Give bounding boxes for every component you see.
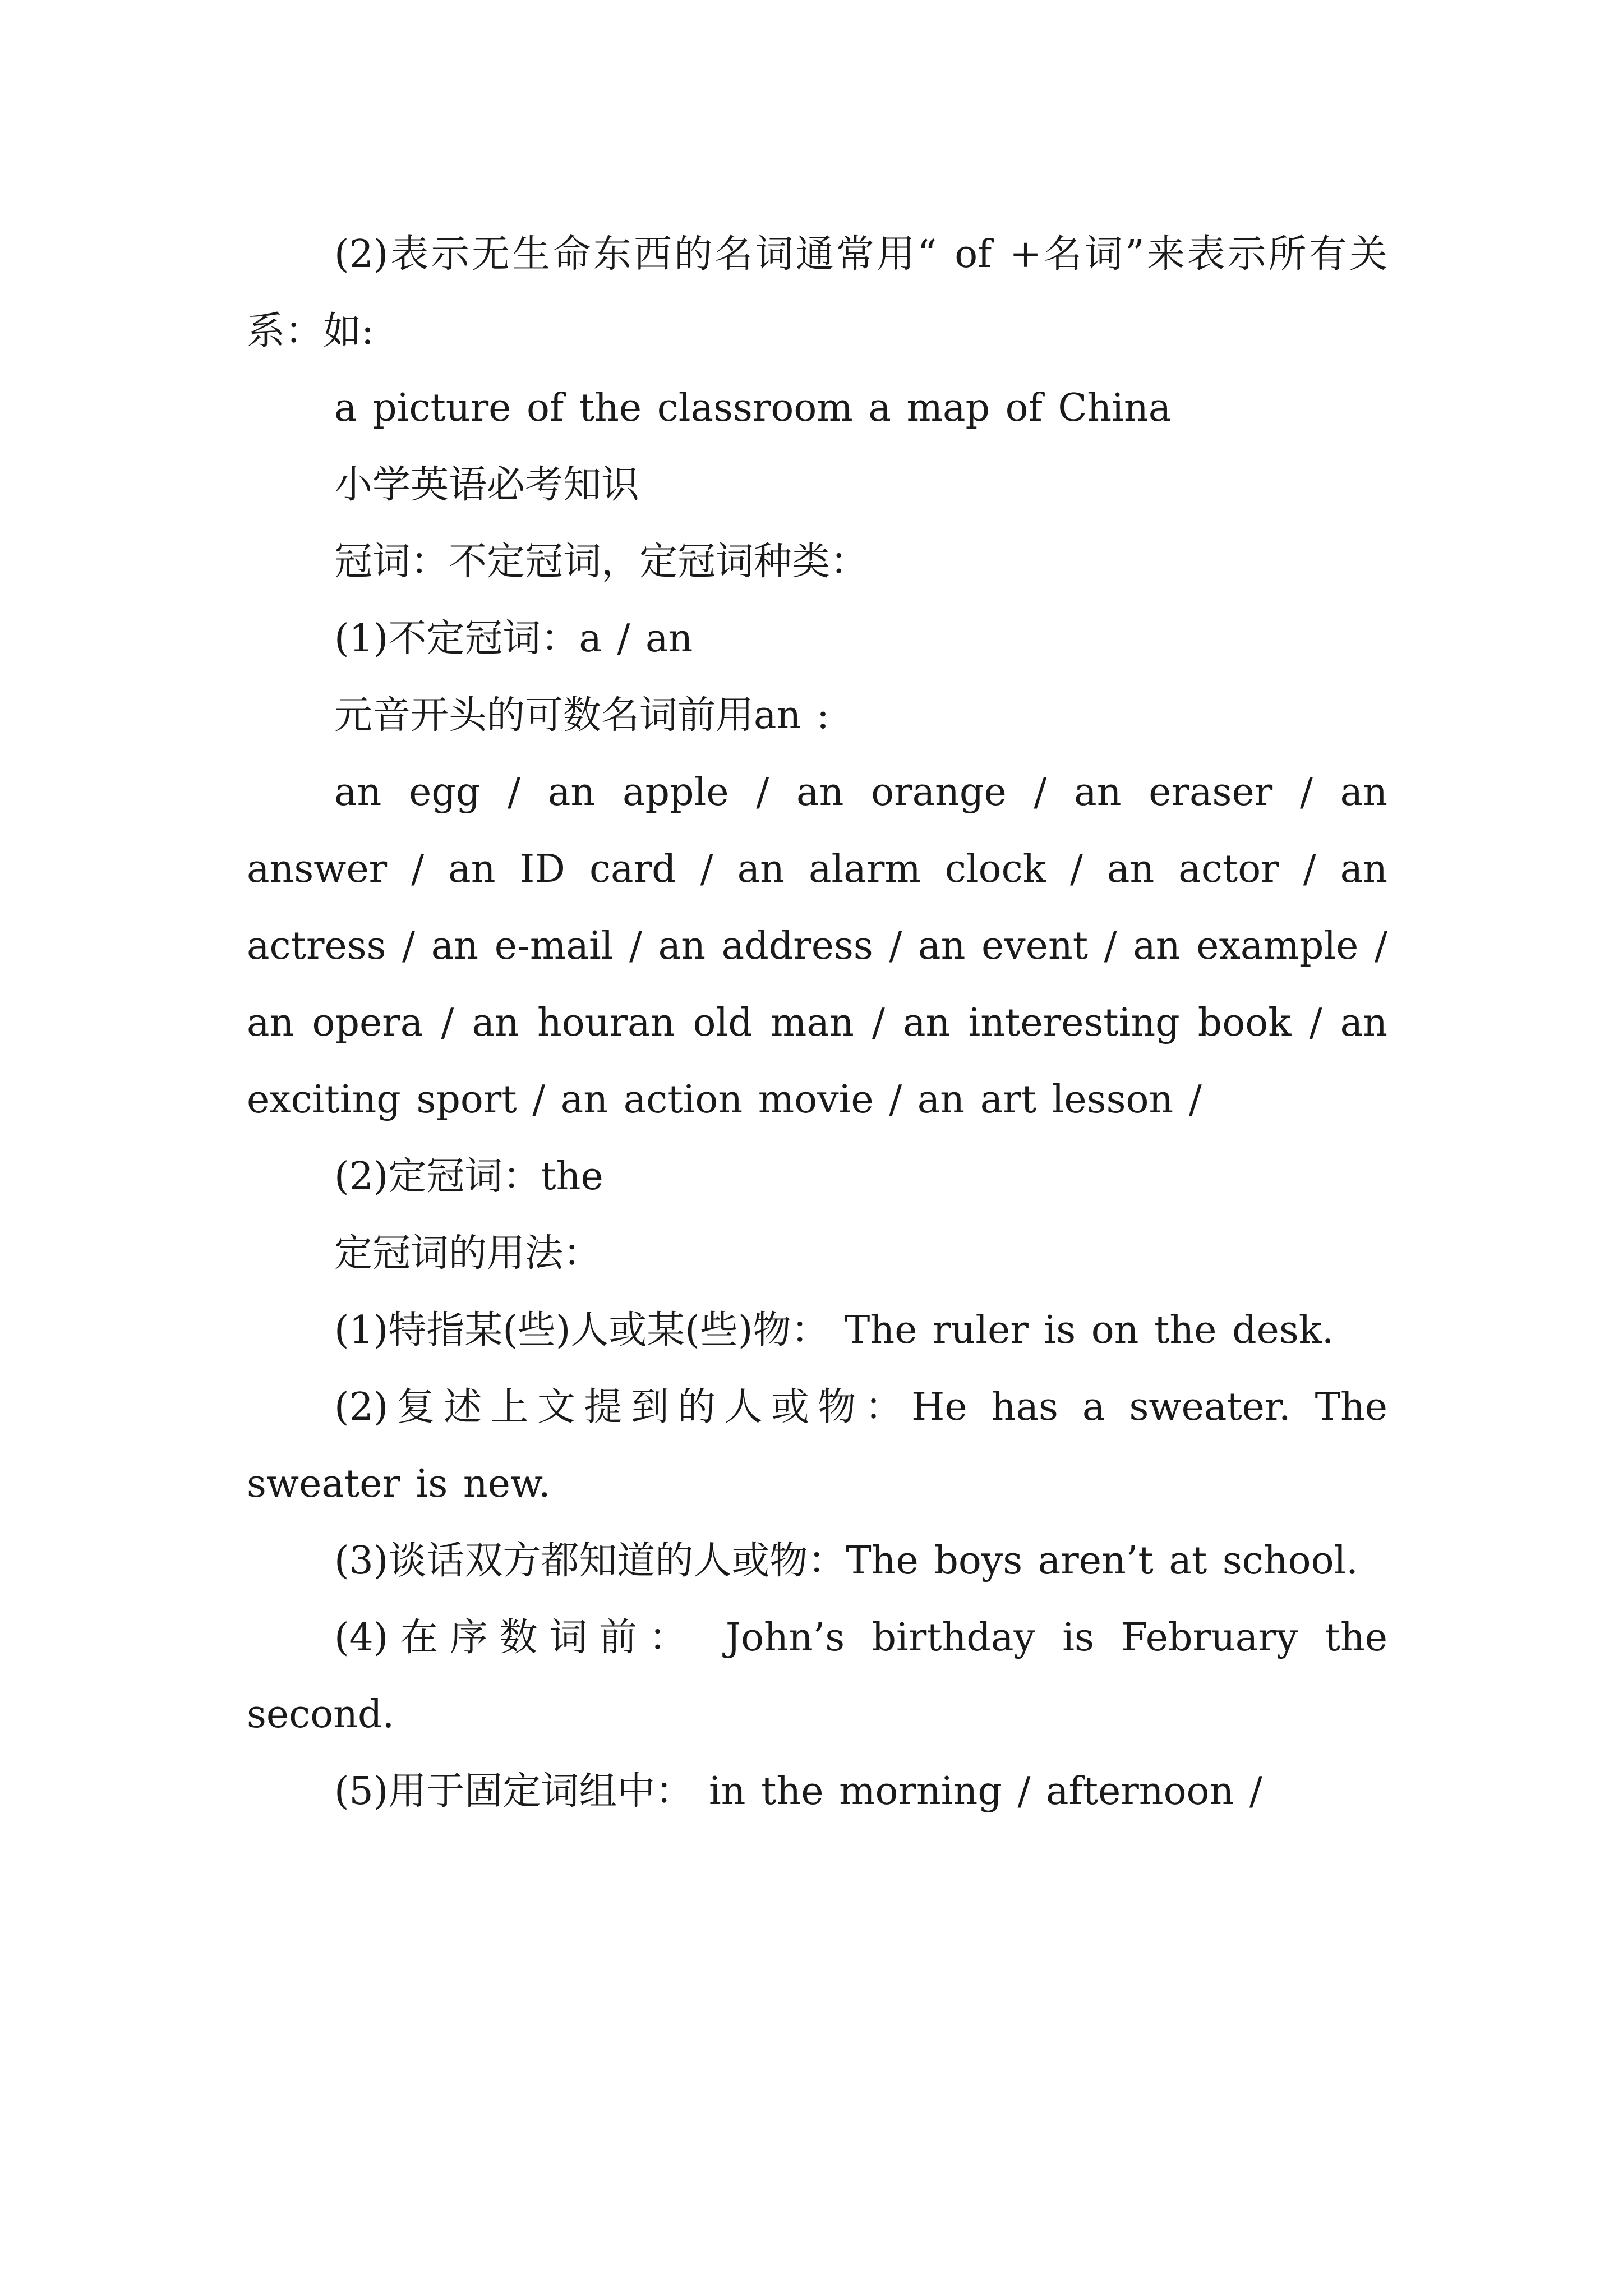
paragraph-indefinite-article: (1)不定冠词：a / an [334,616,693,661]
paragraph-definite-article: (2)定冠词：the [334,1154,603,1199]
paragraph-usage-4: (4)在序数词前： John’s birthday is February the second. [247,1616,1387,1737]
paragraph-article-types: 冠词：不定冠词，定冠词种类： [334,540,869,584]
paragraph-an-rule: 元音开头的可数名词前用an : [334,693,829,738]
paragraph-usage-1: (1)特指某(些)人或某(些)物： The ruler is on the desk. [334,1308,1334,1352]
paragraph-an-examples: an egg / an apple / an orange / an eraser / an answer / an ID card / an alarm clock / an actor / an actress / an e-mail / an address / an event / an example / an opera / an houran old man / an interesting book / an exciting sport / an action movie / an art lesson / [247,770,1387,1122]
paragraph-of-examples: a picture of the classroom a map of China [334,386,1172,430]
paragraph-usage-3: (3)谈话双方都知道的人或物：The boys aren’t at school. [334,1539,1358,1583]
paragraph-usage-5: (5)用于固定词组中： in the morning / afternoon / [334,1769,1262,1814]
paragraph-possessive-of: (2)表示无生命东西的名词通常用“ of +名词”来表示所有关系：如: [247,232,1387,353]
section-heading: 小学英语必考知识 [334,463,640,507]
paragraph-definite-usage: 定冠词的用法： [334,1231,602,1276]
document-body [247,216,1387,1830]
paragraph-usage-2: (2)复述上文提到的人或物：He has a sweater. The sweater is new. [247,1385,1387,1506]
